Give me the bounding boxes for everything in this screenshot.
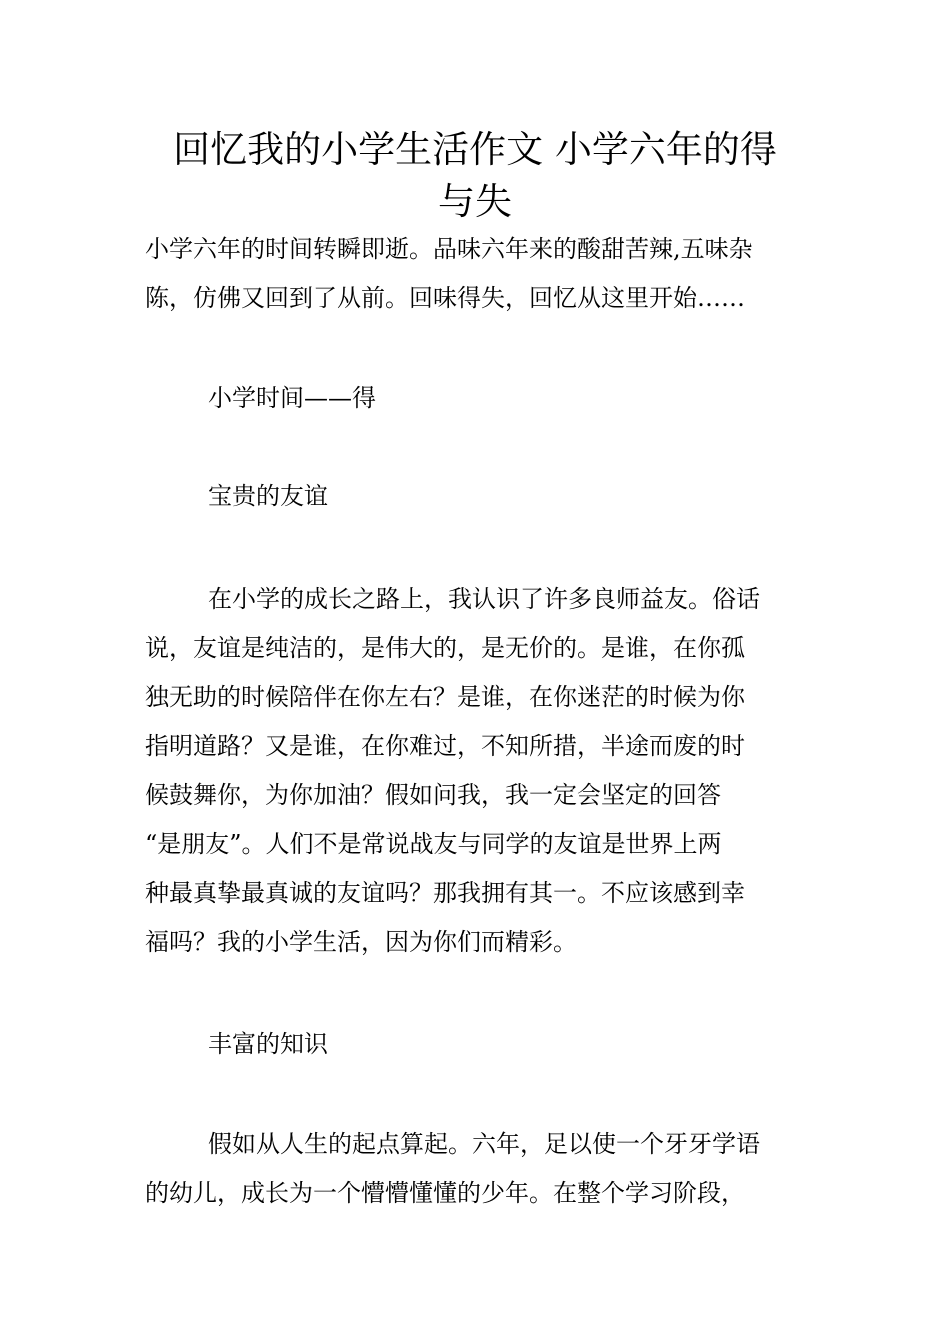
paragraph-line: 候鼓舞你，为你加油？假如问我，我一定会坚定的回答 (145, 781, 721, 809)
intro-paragraph (145, 225, 810, 323)
document-title-line-1: 回忆我的小学生活作文 小学六年的得 (173, 128, 777, 171)
paragraph-line: 种最真挚最真诚的友谊吗？那我拥有其一。不应该感到幸 (145, 879, 745, 907)
paragraph-line: 指明道路？又是谁，在你难过，不知所措，半途而废的时 (145, 732, 745, 760)
paragraph-line: “是朋友”。人们不是常说战友与同学的友谊是世界上两 (145, 830, 722, 858)
friendship-paragraph (145, 575, 810, 967)
subheading-friendship: 宝贵的友谊 (208, 482, 328, 510)
paragraph-line: 福吗？我的小学生活，因为你们而精彩。 (145, 928, 577, 956)
section-heading: 小学时间——得 (208, 384, 376, 412)
intro-line: 陈，仿佛又回到了从前。回味得失，回忆从这里开始…… (145, 284, 745, 312)
paragraph-line: 假如从人生的起点算起。六年，足以使一个牙牙学语 (208, 1130, 760, 1158)
subheading-knowledge: 丰富的知识 (208, 1030, 328, 1058)
paragraph-line: 说，友谊是纯洁的，是伟大的，是无价的。是谁，在你孤 (145, 634, 745, 662)
intro-line: 小学六年的时间转瞬即逝。品味六年来的酸甜苦辣,五味杂 (145, 235, 753, 263)
paragraph-line: 独无助的时候陪伴在你左右？是谁，在你迷茫的时候为你 (145, 683, 745, 711)
paragraph-line: 的幼儿，成长为一个懵懵懂懂的少年。在整个学习阶段， (145, 1179, 745, 1207)
document-title-line-2: 与失 (438, 180, 512, 223)
knowledge-paragraph (145, 1120, 810, 1218)
paragraph-line: 在小学的成长之路上，我认识了许多良师益友。俗话 (208, 585, 760, 613)
